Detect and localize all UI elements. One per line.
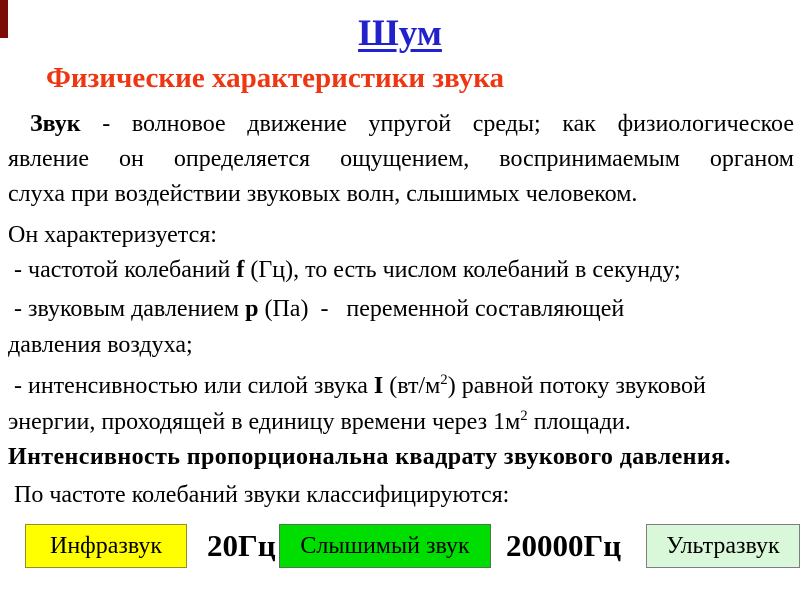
intensity-line-1: - интенсивностью или силой звука I $(вт/м^2)$ равной потоку звуковой — [8, 372, 706, 399]
slide-subtitle: Физические характеристики звука — [46, 62, 504, 94]
infrasound-label: Инфразвук — [49, 532, 163, 559]
audible-sound-label: Слышимый звук — [300, 532, 470, 559]
definition-line-2: явление он определяется ощущением, воспринимаемым органом — [8, 146, 794, 172]
intensity-item — [8, 368, 794, 440]
title-container — [0, 12, 800, 55]
pressure-line-2: давления воздуха; — [8, 332, 193, 358]
intensity-statement: Интенсивность пропорциональна квадрату звукового давления. — [8, 444, 731, 470]
frequency-item: - частотой колебаний f (Гц), то есть числом колебаний в секунду; — [8, 257, 681, 283]
pressure-item — [8, 291, 794, 363]
low-frequency-bound: 20Гц — [207, 528, 276, 563]
ultrasound-box — [646, 524, 800, 568]
characterized-heading: Он характеризуется: — [8, 222, 217, 248]
audible-sound-box — [279, 524, 491, 568]
pressure-line-1: - звуковым давлением p (Па) - переменной составляющей — [8, 296, 625, 322]
definition-line-1: Звук - волновое движение упругой среды; как физиологическое — [30, 111, 794, 137]
high-frequency-bound: 20000Гц — [506, 528, 622, 563]
page-title: Шум — [358, 13, 442, 54]
paragraph-definition — [8, 107, 794, 212]
definition-line-3: слуха при воздействии звуковых волн, слышимых человеком. — [8, 181, 638, 207]
ultrasound-label: Ультразвук — [666, 532, 780, 559]
infrasound-box — [25, 524, 187, 568]
intensity-line-2: энергии, проходящей в единицу времени через $1м^2$ площади. — [8, 408, 631, 435]
classification-heading: По частоте колебаний звуки классифицируются: — [8, 482, 510, 508]
